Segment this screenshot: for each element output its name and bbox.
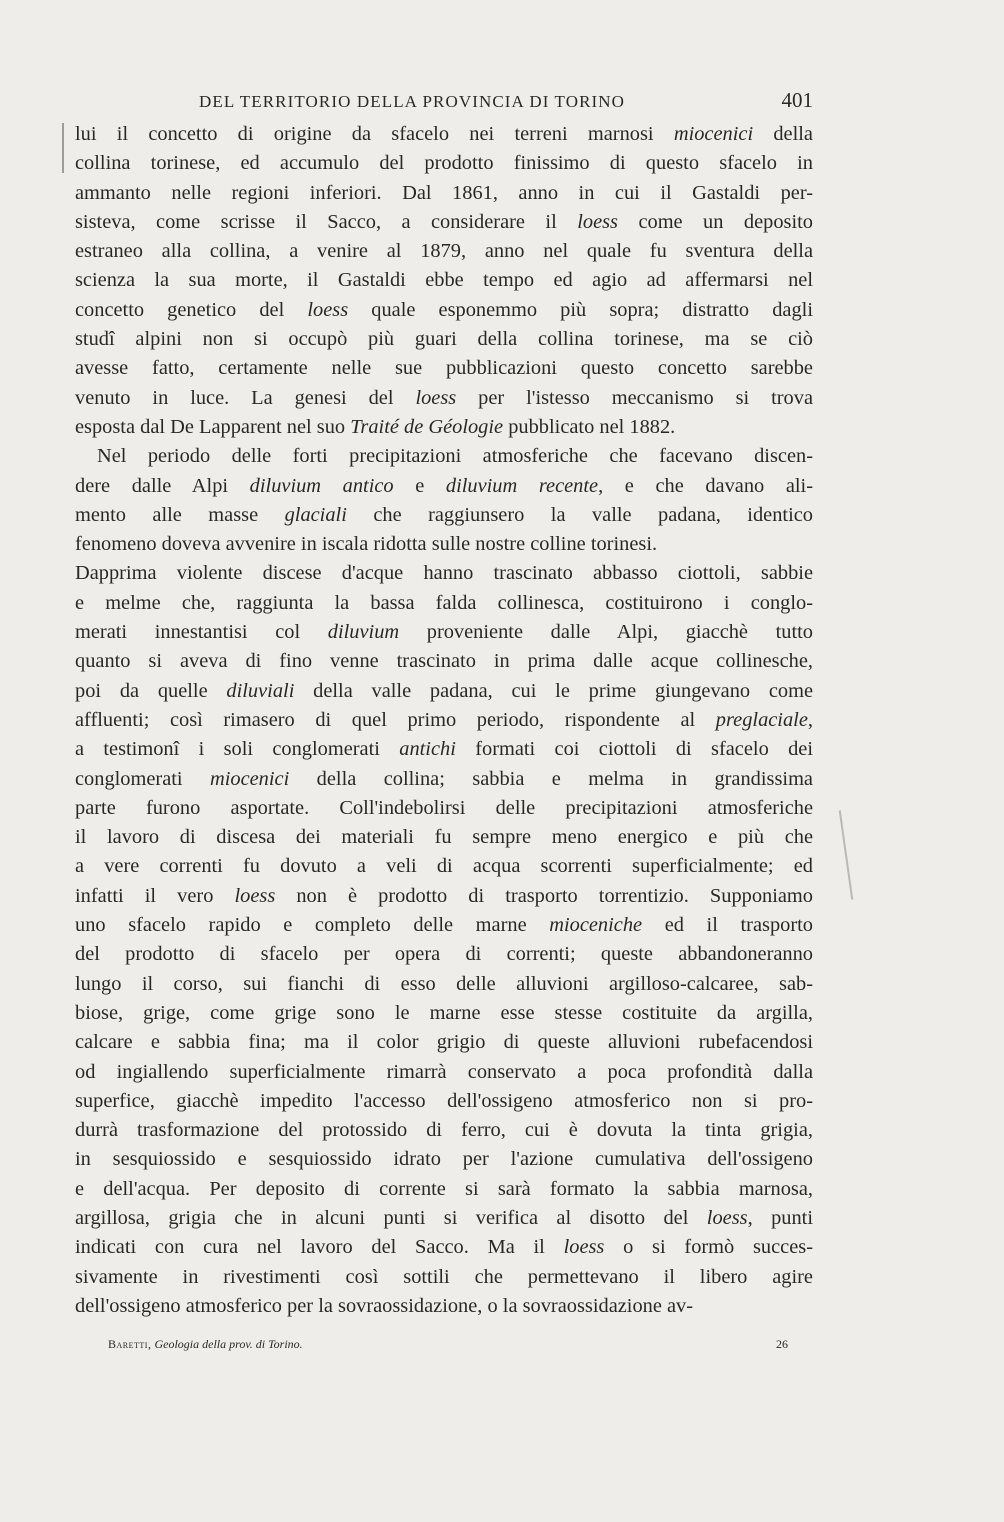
italic-term: loess — [234, 884, 276, 907]
page-header — [75, 88, 813, 114]
text-segment: dell'ossigeno atmosferico per la sovraossidazione, o la sovraossidazione av- — [75, 1294, 694, 1317]
text-segment: od ingiallendo superficialmente rimarrà conservato a poca profondità dalla — [75, 1060, 813, 1083]
italic-term: loess — [563, 1236, 605, 1259]
text-line — [75, 589, 813, 618]
text-segment: sisteva, come scrisse il Sacco, a considerare il — [75, 210, 578, 233]
text-line — [75, 618, 813, 647]
text-line — [75, 882, 813, 911]
text-segment: come un deposito — [618, 210, 814, 233]
text-segment: della valle padana, cui le prime giungevano come — [294, 679, 813, 702]
text-line — [75, 413, 813, 442]
text-segment: formati coi ciottoli di sfacelo dei — [455, 738, 814, 761]
text-line — [75, 1058, 813, 1087]
text-segment: infatti il vero — [75, 884, 235, 907]
text-segment: venuto in luce. La genesi del — [75, 386, 416, 409]
italic-term: miocenici — [210, 767, 290, 790]
text-segment: della collina; sabbia e melma in grandissima — [289, 767, 813, 790]
text-line — [75, 1204, 813, 1233]
text-line — [75, 794, 813, 823]
text-segment: , e che davano ali- — [598, 474, 814, 497]
text-line — [75, 179, 813, 208]
text-segment: studî alpini non si occupò più guari della collina torinese, ma se ciò — [75, 328, 813, 351]
text-line — [75, 911, 813, 940]
text-line — [75, 501, 813, 530]
text-segment: non è prodotto di trasporto torrentizio. Supponiamo — [275, 884, 813, 907]
italic-term: antichi — [399, 738, 456, 761]
text-segment: indicati con cura nel lavoro del Sacco. Ma il — [75, 1236, 564, 1259]
italic-term: loess — [706, 1206, 748, 1229]
text-segment: dere dalle Alpi — [75, 474, 250, 497]
text-segment: Nel periodo delle forti precipitazioni atmosferiche che facevano discen- — [97, 445, 813, 468]
running-title: DEL TERRITORIO DELLA PROVINCIA DI TORINO — [199, 92, 626, 111]
text-segment: parte furono asportate. Coll'indebolirsi delle precipitazioni atmosferiche — [75, 796, 813, 819]
text-line — [75, 149, 813, 178]
page-number: 401 — [781, 88, 813, 112]
text-segment: superfice, giacchè impedito l'accesso dell'ossigeno atmosferico non si pro- — [75, 1089, 813, 1112]
text-line — [75, 325, 813, 354]
text-line — [75, 765, 813, 794]
text-segment: concetto genetico del — [75, 298, 308, 321]
text-segment: e dell'acqua. Per deposito di corrente si sarà formato la sabbia marnosa, — [75, 1177, 813, 1200]
text-segment: conglomerati — [75, 767, 210, 790]
text-line — [75, 266, 813, 295]
text-segment: poi da quelle — [75, 679, 227, 702]
text-line — [75, 384, 813, 413]
page-footer — [108, 1337, 788, 1352]
text-segment: quanto si aveva di fino venne trascinato in prima dalle acque collinesche, — [75, 650, 813, 673]
italic-term: diluviali — [226, 679, 295, 702]
text-segment: lungo il corso, sui fianchi di esso delle alluvioni argilloso-calcaree, sab- — [75, 972, 813, 995]
text-segment: quale esponemmo più sopra; distratto dagli — [348, 298, 813, 321]
text-segment: o si formò succes- — [604, 1236, 813, 1259]
italic-term: diluvium recente — [445, 474, 599, 497]
text-segment: a vere correnti fu dovuto a veli di acqua scorrenti superficialmente; ed — [75, 855, 813, 878]
text-line — [75, 999, 813, 1028]
text-segment: scienza la sua morte, il Gastaldi ebbe tempo ed agio ad affermarsi nel — [75, 269, 813, 292]
text-segment: pubblicato nel 1882. — [503, 415, 676, 438]
text-line — [75, 1145, 813, 1174]
text-line — [75, 296, 813, 325]
text-segment: fenomeno doveva avvenire in iscala ridotta sulle nostre colline torinesi. — [75, 533, 658, 556]
italic-term: diluvium — [327, 621, 400, 644]
text-segment: della — [753, 123, 813, 145]
text-segment: che raggiunsero la valle padana, identico — [346, 503, 813, 526]
italic-term: diluvium antico — [249, 474, 394, 497]
text-line — [75, 1028, 813, 1057]
text-line — [75, 940, 813, 969]
text-segment: lui il concetto di origine da sfacelo nei terreni marnosi — [75, 123, 674, 145]
italic-term: loess — [577, 210, 618, 233]
text-line — [75, 1116, 813, 1145]
text-segment: a testimonî i soli conglomerati — [75, 738, 400, 761]
text-segment: collina torinese, ed accumulo del prodotto finissimo di questo sfacelo in — [75, 152, 813, 175]
text-segment: del prodotto di sfacelo per opera di correnti; queste abbandoneranno — [75, 943, 813, 966]
text-line — [75, 1292, 813, 1321]
text-line — [75, 559, 813, 588]
text-segment: biose, grige, come grige sono le marne esse stesse costituite da argilla, — [75, 1001, 813, 1024]
text-line — [75, 735, 813, 764]
text-segment: sivamente in rivestimenti così sottili che permettevano il libero agire — [75, 1265, 813, 1288]
text-line — [75, 120, 813, 149]
italic-term: preglaciale — [715, 708, 808, 731]
text-segment: affluenti; così rimasero di quel primo periodo, rispondente al — [75, 708, 716, 731]
text-segment: e — [393, 474, 446, 497]
text-line — [75, 1263, 813, 1292]
text-line — [75, 530, 813, 559]
italic-term: Traité de Géologie — [350, 415, 504, 438]
margin-pencil-mark — [62, 123, 64, 173]
text-segment: argillosa, grigia che in alcuni punti si verifica al disotto del — [75, 1206, 707, 1229]
italic-term: mioceniche — [549, 914, 643, 937]
text-segment: durrà trasformazione del protossido di ferro, cui è dovuta la tinta grigia, — [75, 1119, 813, 1142]
text-line — [75, 237, 813, 266]
italic-term: glaciali — [284, 503, 347, 526]
signature-mark: 26 — [776, 1337, 788, 1351]
text-segment: calcare e sabbia fina; ma il color grigio di queste alluvioni rubefacendosi — [75, 1031, 813, 1054]
text-segment: esposta dal De Lapparent nel suo — [75, 415, 351, 438]
text-segment: , punti — [747, 1206, 813, 1229]
text-segment: ed il trasporto — [642, 914, 813, 937]
footer-book-title: Geologia della prov. di Torino. — [154, 1337, 303, 1351]
text-segment: per l'istesso meccanismo si trova — [456, 386, 813, 409]
text-segment: il lavoro di discesa dei materiali fu sempre meno energico e più che — [75, 826, 813, 849]
text-line — [75, 852, 813, 881]
text-segment: uno sfacelo rapido e completo delle marne — [75, 914, 550, 937]
text-segment: avesse fatto, certamente nelle sue pubblicazioni questo concetto sarebbe — [75, 357, 813, 380]
text-segment: e melme che, raggiunta la bassa falda collinesca, costituirono i conglo- — [75, 591, 813, 614]
text-segment: ammanto nelle regioni inferiori. Dal 1861, anno in cui il Gastaldi per- — [75, 181, 813, 204]
text-line — [75, 970, 813, 999]
text-line — [75, 1233, 813, 1262]
text-segment: in sesquiossido e sesquiossido idrato per l'azione cumulativa dell'ossigeno — [75, 1148, 813, 1171]
footer-author: Baretti, — [108, 1337, 152, 1351]
text-segment: proveniente dalle Alpi, giacchè tutto — [399, 621, 814, 644]
italic-term: loess — [415, 386, 457, 409]
text-line — [75, 208, 813, 237]
text-line — [75, 472, 813, 501]
text-line — [75, 354, 813, 383]
text-line — [75, 1087, 813, 1116]
text-segment: Dapprima violente discese d'acque hanno trascinato abbasso ciottoli, sabbie — [75, 562, 813, 585]
italic-term: miocenici — [673, 123, 754, 145]
text-line — [75, 706, 813, 735]
text-line — [75, 677, 813, 706]
margin-pencil-mark — [839, 810, 854, 899]
text-line — [75, 647, 813, 676]
footer-citation — [108, 1337, 303, 1352]
text-line — [75, 1175, 813, 1204]
italic-term: loess — [307, 298, 349, 321]
text-segment: mento alle masse — [75, 503, 285, 526]
text-segment: estraneo alla collina, a venire al 1879, anno nel quale fu sventura della — [75, 240, 813, 263]
text-line — [75, 442, 813, 471]
body-text — [75, 120, 813, 1321]
text-line — [75, 823, 813, 852]
text-segment: merati innestantisi col — [75, 621, 328, 644]
text-segment: , — [807, 708, 813, 731]
